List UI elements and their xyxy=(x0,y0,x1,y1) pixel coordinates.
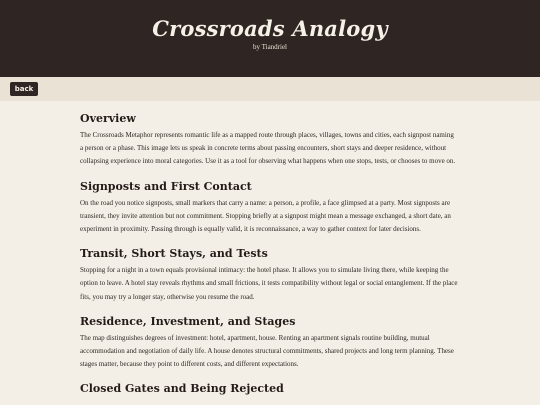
section-heading: Residence, Investment, and Stages xyxy=(80,314,296,328)
toolbar xyxy=(0,77,540,101)
section-heading: Transit, Short Stays, and Tests xyxy=(80,247,268,261)
section-closed-gates xyxy=(80,382,458,395)
back-button[interactable]: back xyxy=(10,82,38,96)
site-title: Crossroads Analogy xyxy=(152,16,388,41)
section-transit xyxy=(80,247,458,304)
section-heading: Signposts and First Contact xyxy=(80,179,252,193)
section-signposts xyxy=(80,180,458,237)
section-heading: Closed Gates and Being Rejected xyxy=(80,382,284,396)
article-content xyxy=(80,112,458,405)
section-residence xyxy=(80,315,458,372)
section-heading: Overview xyxy=(80,112,136,125)
section-overview xyxy=(80,112,458,169)
site-header xyxy=(0,0,540,77)
author-byline: by Tiandriel xyxy=(252,43,288,51)
section-body: The map distinguishes degrees of investment: hotel, apartment, house. Renting an apartment signals routine building, mutual accommodation and negotiation of daily life. A house denotes structural commitments, shared projects and long term planning. These stages matter, because they point to different costs, and different expectations. xyxy=(80,333,454,369)
section-body: On the road you notice signposts, small markers that carry a name: a person, a profile, a face glimpsed at a party. Most signposts are transient, they invite attention but not commitment. Stopping briefly at a signpost might mean a message exchanged, a short date, an experiment in proximity. Passing through is equally valid, it is reconnaissance, a way to gather context for later decisions. xyxy=(80,198,451,234)
section-body: Stopping for a night in a town equals provisional intimacy: the hotel phase. It allows you to simulate living there, while keeping the option to leave. A hotel stay reveals rhythms and small frictions, it tests compatibility without legal or social entanglement. If the place fits, you may try a longer stay, otherwise you resume the road. xyxy=(80,266,458,301)
section-body: The Crossroads Metaphor represents romantic life as a mapped route through places, villages, towns and cities, each signpost naming a person or a phase. This image lets us speak in concrete terms about passing encounters, short stays and deeper residence, without collapsing experience into moral categories. Use it as a tool for observing what happens when one stops, tests, or chooses to move on. xyxy=(80,131,456,166)
